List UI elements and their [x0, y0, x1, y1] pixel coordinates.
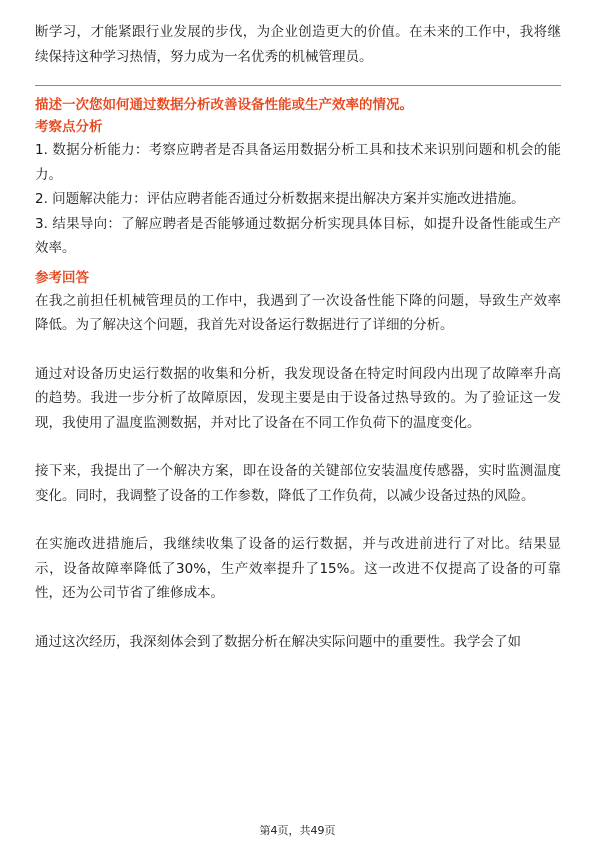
analysis-item: 3. 结果导向：了解应聘者是否能够通过数据分析实现具体目标，如提升设备性能或生产效率。: [35, 215, 561, 256]
answer-heading: 参考回答: [35, 269, 89, 286]
intro-paragraph: 断学习，才能紧跟行业发展的步伐，为企业创造更大的价值。在未来的工作中，我将继续保持这种学习热情，努力成为一名优秀的机械管理员。: [35, 24, 561, 65]
document-page: [35, 20, 561, 654]
page-footer: 第4页，共49页: [259, 824, 336, 837]
answer-paragraph: 通过这次经历，我深刻体会到了数据分析在解决实际问题中的重要性。我学会了如: [35, 633, 521, 650]
answer-paragraph: 在实施改进措施后，我继续收集了设备的运行数据，并与改进前进行了对比。结果显示，设备故障率降低了30%，生产效率提升了15%。这一改进不仅提高了设备的可靠性，还为公司节省了维修成本。: [35, 536, 561, 601]
answer-paragraph: 通过对设备历史运行数据的收集和分析，我发现设备在特定时间段内出现了故障率升高的趋势。我进一步分析了故障原因，发现主要是由于设备过热导致的。为了验证这一发现，我使用了温度监测数据，并对比了设备在不同工作负荷下的温度变化。: [35, 365, 561, 431]
question-title: 描述一次您如何通过数据分析改善设备性能或生产效率的情况。: [35, 97, 413, 113]
answer-paragraph: 接下来，我提出了一个解决方案，即在设备的关键部位安装温度传感器，实时监测温度变化。同时，我调整了设备的工作参数，降低了工作负荷，以减少设备过热的风险。: [35, 463, 561, 504]
section-divider: [35, 85, 561, 86]
analysis-item: 2. 问题解决能力：评估应聘者能否通过分析数据来提出解决方案并实施改进措施。: [35, 191, 525, 207]
analysis-heading: 考察点分析: [35, 119, 103, 135]
answer-paragraph: 在我之前担任机械管理员的工作中，我遇到了一次设备性能下降的问题，导致生产效率降低。为了解决这个问题，我首先对设备运行数据进行了详细的分析。: [35, 292, 561, 333]
analysis-item: 1. 数据分析能力：考察应聘者是否具备运用数据分析工具和技术来识别问题和机会的能力。: [35, 142, 561, 183]
